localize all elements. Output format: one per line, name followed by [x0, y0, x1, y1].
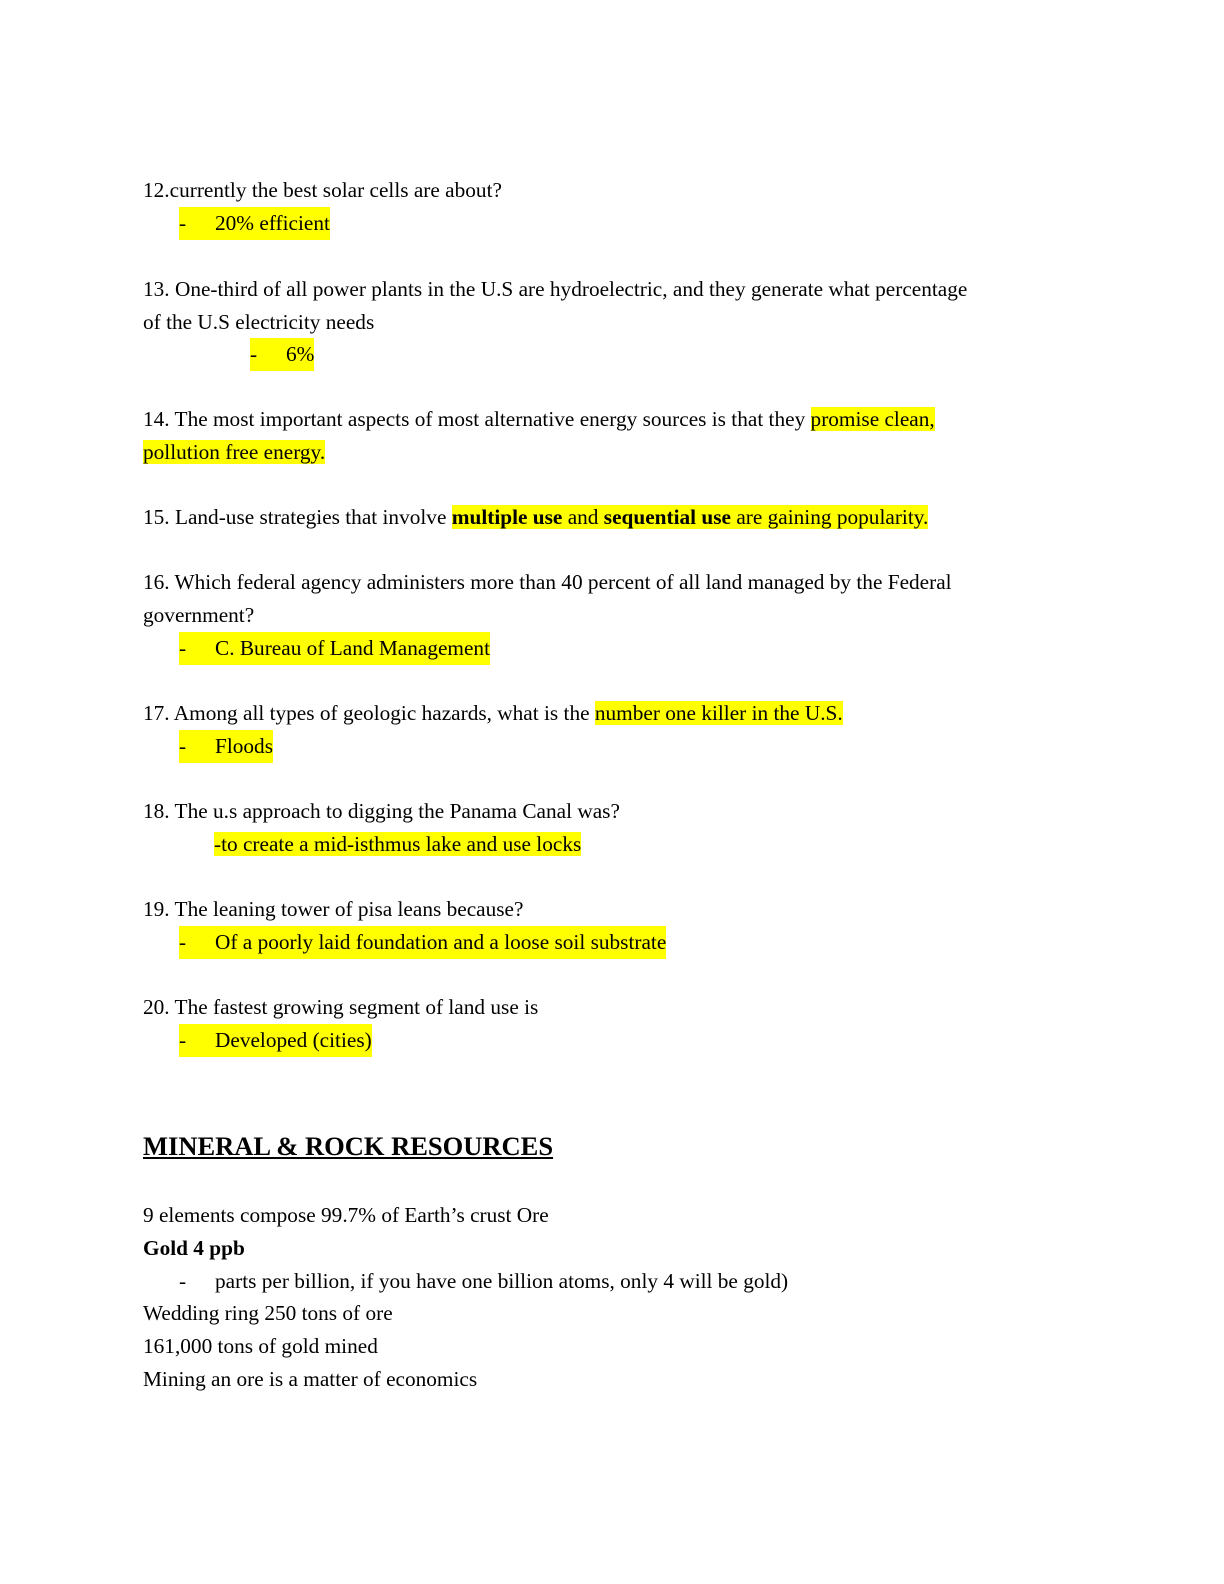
section-line-economics: Mining an ore is a matter of economics	[143, 1367, 478, 1391]
answer-dash: -	[179, 211, 187, 235]
question-12: 12.currently the best solar cells are about?	[143, 178, 502, 202]
question-19: 19. The leaning tower of pisa leans because?	[143, 897, 524, 921]
question-14-line1	[143, 403, 935, 436]
highlighted-answer: promise clean,	[810, 407, 935, 431]
answer-dash: -	[179, 1028, 187, 1052]
question-text: 14. The most important aspects of most alternative energy sources is that they	[143, 407, 811, 431]
answer-18	[214, 828, 581, 861]
answer-dash: -	[179, 930, 187, 954]
question-14-line2	[143, 436, 325, 469]
question-13-line1: 13. One-third of all power plants in the U.S are hydroelectric, and they generate what percentage	[143, 277, 968, 301]
answer-12	[179, 207, 330, 240]
question-15	[143, 501, 928, 534]
question-17	[143, 697, 843, 730]
section-line-wedding-ring: Wedding ring 250 tons of ore	[143, 1301, 393, 1325]
answer-dash: -	[179, 734, 187, 758]
question-18: 18. The u.s approach to digging the Panama Canal was?	[143, 799, 620, 823]
answer-text: -to create a mid-isthmus lake and use locks	[214, 832, 582, 856]
answer-19	[179, 926, 666, 959]
section-line-elements: 9 elements compose 99.7% of Earth’s crust Ore	[143, 1203, 549, 1227]
question-text: 15. Land-use strategies that involve	[143, 505, 452, 529]
answer-text: C. Bureau of Land Management	[215, 636, 490, 660]
answer-dash: -	[179, 636, 187, 660]
answer-17	[179, 730, 273, 763]
bold-term: sequential use	[603, 505, 731, 529]
answer-16	[179, 632, 490, 665]
answer-text: 20% efficient	[215, 211, 330, 235]
answer-text: Floods	[215, 734, 273, 758]
answer-text: Of a poorly laid foundation and a loose soil substrate	[215, 930, 667, 954]
answer-dash: -	[250, 342, 258, 366]
answer-text: 6%	[286, 342, 315, 366]
question-20: 20. The fastest growing segment of land use is	[143, 995, 539, 1019]
bullet-dash: -	[179, 1269, 187, 1293]
answer-20	[179, 1024, 372, 1057]
question-16-line2: government?	[143, 603, 255, 627]
question-13-line2: of the U.S electricity needs	[143, 310, 375, 334]
highlighted-answer: pollution free energy.	[143, 440, 326, 464]
connector-text: and	[562, 505, 604, 529]
highlighted-answer: number one killer in the U.S.	[594, 701, 843, 725]
bullet-text: parts per billion, if you have one billion atoms, only 4 will be gold)	[215, 1269, 789, 1293]
section-line-gold-mined: 161,000 tons of gold mined	[143, 1334, 378, 1358]
question-text: 17. Among all types of geologic hazards, what is the	[143, 701, 595, 725]
section-bullet	[179, 1265, 788, 1298]
answer-text: Developed (cities)	[215, 1028, 372, 1052]
bold-term: multiple use	[451, 505, 563, 529]
answer-13	[250, 338, 314, 371]
section-line-gold: Gold 4 ppb	[143, 1236, 245, 1260]
section-heading: MINERAL & ROCK RESOURCES	[143, 1131, 554, 1161]
question-16-line1: 16. Which federal agency administers more than 40 percent of all land managed by the Federal	[143, 570, 952, 594]
highlighted-answer: are gaining popularity.	[731, 505, 929, 529]
